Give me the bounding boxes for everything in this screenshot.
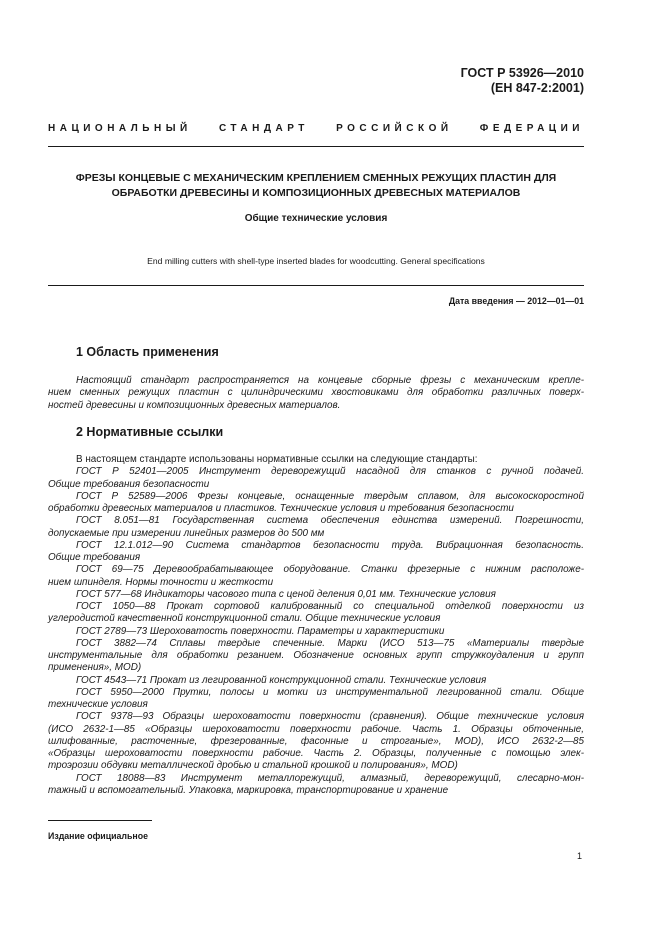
section-1-body <box>48 375 584 412</box>
text-line: ГОСТ 1050—88 Прокат сортовой калиброванный со специальной отделкой поверхности из <box>76 601 584 612</box>
text-line: обработки древесных материалов и пластиков. Технические условия и требования безопасности <box>48 503 514 514</box>
text-line: ГОСТ 8.051—81 Государственная система обеспечения единства измерений. Погрешности, <box>76 515 584 527</box>
text-line: ГОСТ 3882—74 Сплавы твердые спеченные. Марки (ИСО 513—75 «Материалы твердые <box>76 637 584 649</box>
edition-label: Издание официальное <box>48 831 148 841</box>
text-line: допускаемые при измерении линейных размеров до 500 мм <box>48 527 325 539</box>
title-rule <box>48 285 584 286</box>
text-line: Общие требования <box>48 552 141 563</box>
effective-date: Дата введения — 2012—01—01 <box>448 296 584 306</box>
title-line-2: ОБРАБОТКИ ДРЕВЕСИНЫ И КОМПОЗИЦИОННЫХ ДРЕВЕСНЫХ МАТЕРИАЛОВ <box>111 187 521 199</box>
text-line: тажный и вспомогательный. Упаковка, маркировка, транспортирование и хранение <box>48 784 449 796</box>
text-line: углеродистой качественной конструкционной стали. Общие технические условия <box>48 613 441 625</box>
title-line-1: ФРЕЗЫ КОНЦЕВЫЕ С МЕХАНИЧЕСКИМ КРЕПЛЕНИЕМ СМЕННЫХ РЕЖУЩИХ ПЛАСТИН ДЛЯ <box>75 172 557 184</box>
text-line: инструментальные для обработки резанием. Обозначение основных групп стружкоудаления и групп <box>48 650 584 661</box>
english-title: End milling cutters with shell-type inserted blades for woodcutting. General specifications <box>147 256 485 266</box>
text-line: ГОСТ Р 52401—2005 Инструмент дереворежущий насадной для станков с ручной подачей. <box>76 466 584 478</box>
text-line: ГОСТ 18088—83 Инструмент металлорежущий, алмазный, дереворежущий, слесарно-мон- <box>76 772 584 784</box>
text-line: (ИСО 2632-1—85 «Образцы шероховатости поверхности рабочие. Часть 1. Образцы обточенные, <box>48 723 584 735</box>
document-title <box>48 171 584 201</box>
gost-number: ГОСТ Р 53926—2010 <box>460 66 584 80</box>
text-line: нием шпинделя. Нормы точности и жесткости <box>48 576 274 588</box>
text-line: ГОСТ 577—68 Индикаторы часового типа с ценой деления 0,01 мм. Технические условия <box>76 588 496 600</box>
page-number: 1 <box>576 851 582 861</box>
text-line: ГОСТ 69—75 Деревообрабатывающее оборудование. Станки фрезерные с нижним расположе- <box>76 564 584 576</box>
text-line: ностей древесины и композиционных древесных материалов. <box>48 399 341 411</box>
text-line: ГОСТ 2789—73 Шероховатость поверхности. Параметры и характеристики <box>76 625 445 637</box>
section-2-heading: 2 Нормативные ссылки <box>76 425 224 439</box>
text-line: технические условия <box>48 699 148 710</box>
text-line: В настоящем стандарте использованы нормативные ссылки на следующие стандарты: <box>76 454 478 465</box>
section-1-heading: 1 Область применения <box>76 345 219 359</box>
text-line: «Образцы шероховатости поверхности рабочие. Часть 2. Образцы, полученные с помощью элек- <box>48 748 584 759</box>
text-line: Настоящий стандарт распространяется на концевые сборные фрезы с механическим крепле- <box>76 375 584 386</box>
text-line: ГОСТ Р 52589—2006 Фрезы концевые, оснащенные твердым сплавом, для высокоскоростной <box>76 490 584 502</box>
text-line: применения», MOD) <box>48 662 142 674</box>
text-line: ГОСТ 4543—71 Прокат из легированной конструкционной стали. Технические условия <box>76 674 487 686</box>
top-rule <box>48 146 584 147</box>
text-line: троэрозии обдувки металлической дробью и стальной крошкой и полирования», MOD) <box>48 760 458 772</box>
text-line: ГОСТ 12.1.012—90 Система стандартов безопасности труда. Вибрационная безопасность. <box>76 539 584 551</box>
national-standard-title: НАЦИОНАЛЬНЫЙ СТАНДАРТ РОССИЙСКОЙ ФЕДЕРАЦИИ <box>48 123 584 134</box>
footer-rule <box>48 820 152 821</box>
text-line: ГОСТ 5950—2000 Прутки, полосы и мотки из инструментальной легированной стали. Общие <box>76 686 584 698</box>
en-equivalent: (ЕН 847-2:2001) <box>490 81 584 95</box>
standard-number-block <box>461 66 584 96</box>
text-line: шлифованные, расточенные, фрезерованные, фасонные и строганые», MOD), ИСО 2632-2—85 <box>48 735 584 747</box>
document-subtitle: Общие технические условия <box>244 213 388 224</box>
section-2-body <box>48 454 584 797</box>
text-line: нием сменных режущих пластин с цилиндрическими хвостовиками для обработки различных поверх- <box>48 387 584 399</box>
text-line: ГОСТ 9378—93 Образцы шероховатости поверхности (сравнения). Общие технические условия <box>76 711 584 723</box>
text-line: Общие требования безопасности <box>48 478 210 490</box>
